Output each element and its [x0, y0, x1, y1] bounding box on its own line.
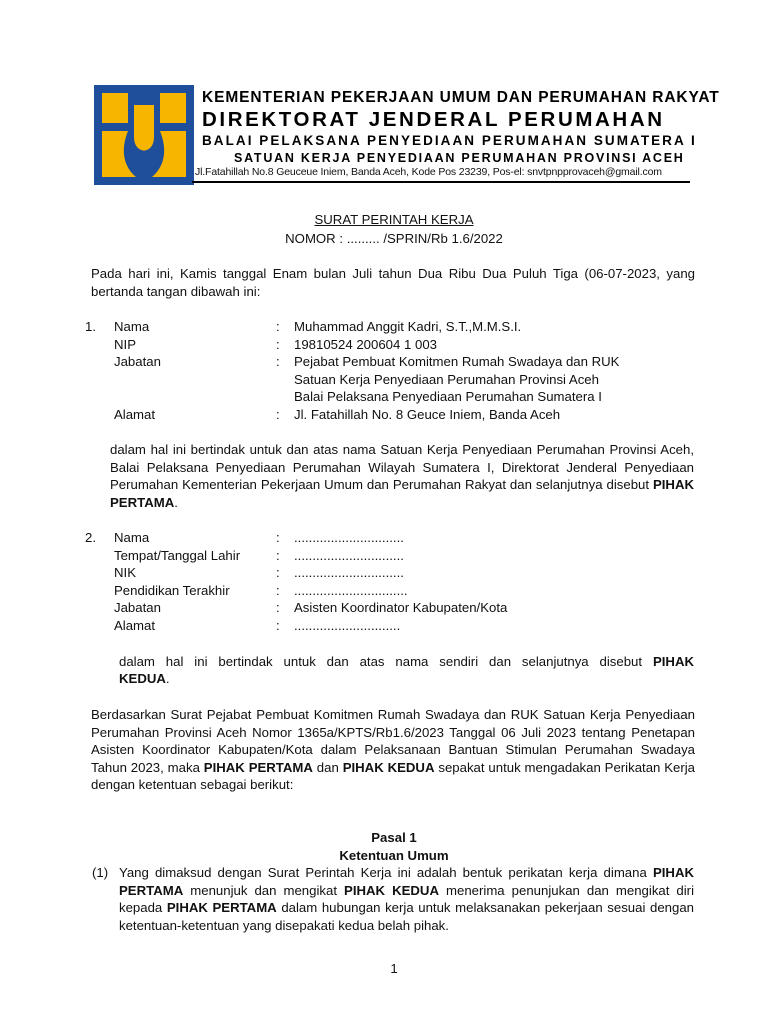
field-colon: : — [276, 618, 280, 633]
field-label: NIP — [114, 337, 136, 352]
page-number: 1 — [390, 961, 398, 976]
field-value: .............................. — [294, 548, 404, 563]
field-colon: : — [276, 583, 280, 598]
field-value: Satuan Kerja Penyediaan Perumahan Provinsi Aceh — [294, 372, 599, 387]
field-label: Alamat — [114, 407, 156, 422]
field-colon: : — [276, 337, 280, 352]
letterhead-divider — [192, 181, 690, 183]
field-label: Alamat — [114, 618, 156, 633]
field-value: Balai Pelaksana Penyediaan Perumahan Sumatera I — [294, 389, 602, 404]
intro-paragraph: Pada hari ini, Kamis tanggal Enam bulan Juli tahun Dua Ribu Dua Puluh Tiga (06-07-2023, yang bertanda tangan dibawah ini: — [91, 266, 695, 299]
field-value: Jl. Fatahillah No. 8 Geuce Iniem, Banda Aceh — [294, 407, 561, 422]
field-value: Asisten Koordinator Kabupaten/Kota — [294, 600, 508, 615]
field-label: Jabatan — [114, 354, 161, 369]
letterhead-address: Jl.Fatahillah No.8 Geuceue Iniem, Banda Aceh, Kode Pos 23239, Pos-el: snvtpnpprovaceh@gmail.com — [195, 166, 662, 178]
pasal-item-text: Yang dimaksud dengan Surat Perintah Kerja ini adalah bentuk perikatan kerja dimana PIHAK PERTAMA menunjuk dan mengikat PIHAK KEDUA menerima penunjukan dan mengikat diri kepada PIHAK PERTAMA dalam hubungan kerja untuk melaksanakan pekerjaan sesuai dengan ketentuan-ketentuan yang disepakati kedua belah pihak. — [119, 865, 695, 933]
field-value: ............................... — [294, 583, 408, 598]
field-label: Tempat/Tanggal Lahir — [114, 548, 241, 563]
field-colon: : — [276, 530, 280, 545]
pupr-logo — [94, 85, 194, 185]
party2-number: 2. — [85, 530, 96, 545]
field-value: 19810524 200604 1 003 — [294, 337, 438, 352]
pasal-heading: Pasal 1 — [371, 830, 417, 845]
basis-paragraph: Berdasarkan Surat Pejabat Pembuat Komitmen Rumah Swadaya dan RUK Satuan Kerja Penyediaan Perumahan Provinsi Aceh Nomor 1365a/KPTS/Rb1.6/2023 Tanggal 06 Juli 2023 tentang Penetapan Asisten Koordinator Kabupaten/Kota dalam Pelaksanaan Bantuan Stimulan Perumahan Swadaya Tahun 2023, maka PIHAK PERTAMA dan PIHAK KEDUA sepakat untuk mengadakan Perikatan Kerja dengan ketentuan sebagai berikut: — [91, 707, 696, 792]
document-title: SURAT PERINTAH KERJA — [314, 212, 474, 227]
field-colon: : — [276, 600, 280, 615]
balai-name: BALAI PELAKSANA PENYEDIAAN PERUMAHAN SUMATERA I — [202, 133, 697, 148]
directorate-name: DIREKTORAT JENDERAL PERUMAHAN — [202, 108, 665, 131]
pasal-item-number: (1) — [92, 865, 109, 880]
party1-number: 1. — [85, 319, 96, 334]
field-colon: : — [276, 319, 280, 334]
field-colon: : — [276, 565, 280, 580]
pasal-subheading: Ketentuan Umum — [339, 848, 449, 863]
field-colon: : — [276, 407, 280, 422]
satker-name: SATUAN KERJA PENYEDIAAN PERUMAHAN PROVINSI ACEH — [234, 151, 685, 165]
field-label: Pendidikan Terakhir — [114, 583, 230, 598]
field-label: Nama — [114, 319, 150, 334]
field-label: Jabatan — [114, 600, 161, 615]
document-number: NOMOR : ......... /SPRIN/Rb 1.6/2022 — [285, 231, 503, 246]
document-page: KEMENTERIAN PEKERJAAN UMUM DAN PERUMAHAN RAKYAT DIREKTORAT JENDERAL PERUMAHAN BALAI PELAKSANA PENYEDIAAN PERUMAHAN SUMATERA I SATUAN KERJA PENYEDIAAN PERUMAHAN PROVINSI ACEH Jl.Fatahillah No.8 Geuceue Iniem, Banda Aceh, Kode Pos 23239, Pos-el: snvtpnpprovaceh@gmail.com SURAT PERINTAH KERJA NOMOR : ......... /SPRIN/Rb 1.6/2022 Pada hari ini, Kamis tanggal Enam bulan Juli tahun Dua Ribu Dua Puluh Tiga (06-07-2023, yang bertanda tangan dibawah ini: 1. Nama : Muhammad Anggit Kadri, S.T.,M.M.S.I. NIP : 19810524 200604 1 003 Jabatan : Pejabat Pembuat Komitmen Rumah Swadaya dan RUK Satuan Kerja Penyediaan Perumahan Provinsi Aceh Balai Pelaksana Penyediaan Perumahan Sumatera I Alamat : Jl. Fatahillah No. 8 Geuce Iniem, Banda Aceh dalam hal ini bertindak untuk dan atas nama Satuan Kerja Penyediaan Perumahan Provinsi Aceh, Balai Pelaksana Penyediaan Perumahan Wilayah Sumatera I, Direktorat Jenderal Penyediaan Perumahan Kementerian Pekerjaan Umum dan Perumahan Rakyat dan selanjutnya disebut PIHAK PERTAMA. 2. Nama : .............................. Tempat/Tanggal Lahir : .............................. NIK : .............................. Pendidikan Terakhir : ............................... Jabatan : Asisten Koordinator Kabupaten/Kota Alamat : ............................. dalam hal ini bertindak untuk dan atas nama sendiri dan selanjutnya disebut PIHAK KEDUA. Berdasarkan Surat Pejabat Pembuat Komitmen Rumah Swadaya dan RUK Satuan Kerja Penyediaan Perumahan Provinsi Aceh Nomor 1365a/KPTS/Rb1.6/2023 Tanggal 06 Juli 2023 tentang Penetapan Asisten Koordinator Kabupaten/Kota dalam Pelaksanaan Bantuan Stimulan Perumahan Swadaya Tahun 2023, maka PIHAK PERTAMA dan PIHAK KEDUA sepakat untuk mengadakan Perikatan Kerja dengan ketentuan sebagai berikut: Pasal 1 Ketentuan Umum (1) Yang dimaksud dengan Surat Perintah Kerja ini adalah bentuk perikatan kerja dimana PIHAK PERTAMA menunjuk dan mengikat PIHAK KEDUA menerima penunjukan dan mengikat diri kepada PIHAK PERTAMA dalam hubungan kerja untuk melaksanakan pekerjaan sesuai dengan ketentuan-ketentuan yang disepakati kedua belah pihak. 1 — [0, 0, 768, 1024]
field-value: Muhammad Anggit Kadri, S.T.,M.M.S.I. — [294, 319, 522, 334]
field-label: Nama — [114, 530, 150, 545]
party1-note: dalam hal ini bertindak untuk dan atas nama Satuan Kerja Penyediaan Perumahan Provinsi Aceh, Balai Pelaksana Penyediaan Perumahan Wilayah Sumatera I, Direktorat Jenderal Penyediaan Perumahan Kementerian Pekerjaan Umum dan Perumahan Rakyat dan selanjutnya disebut PIHAK PERTAMA. — [110, 442, 694, 510]
field-value: ............................. — [294, 618, 401, 633]
field-value: Pejabat Pembuat Komitmen Rumah Swadaya dan RUK — [294, 354, 620, 369]
field-value: .............................. — [294, 530, 404, 545]
field-value: .............................. — [294, 565, 404, 580]
field-colon: : — [276, 354, 280, 369]
field-label: NIK — [114, 565, 136, 580]
field-colon: : — [276, 548, 280, 563]
ministry-name: KEMENTERIAN PEKERJAAN UMUM DAN PERUMAHAN RAKYAT — [202, 89, 720, 106]
